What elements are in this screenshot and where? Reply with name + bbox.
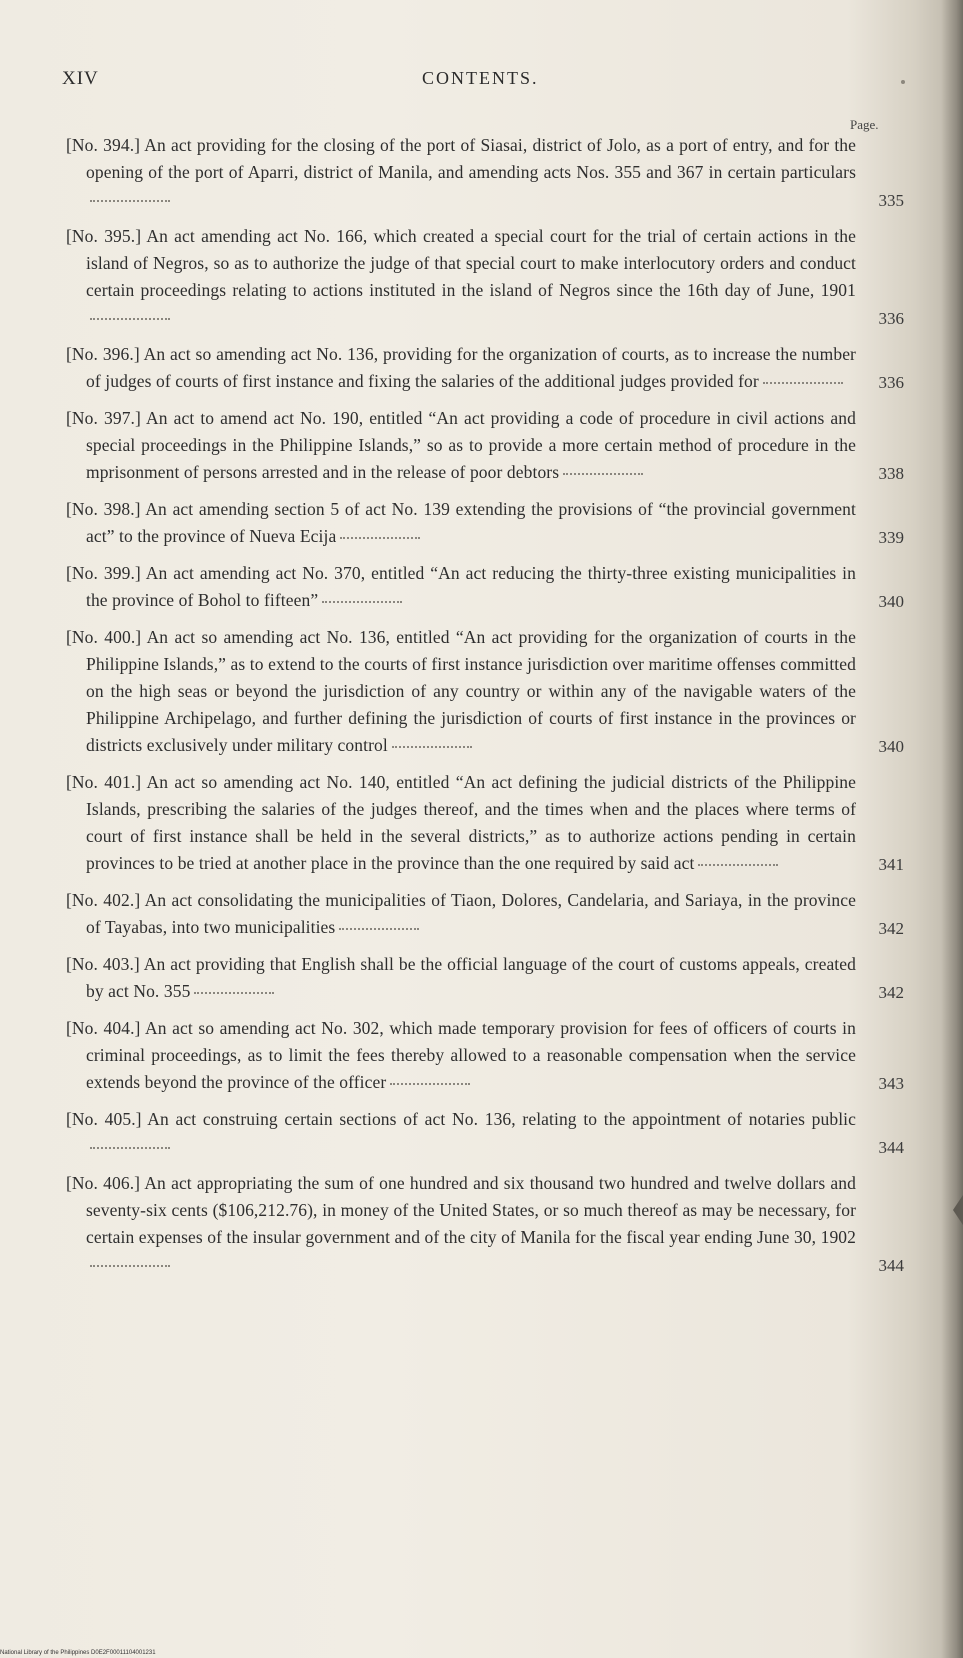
entry-text <box>66 1106 856 1160</box>
dot-leader <box>194 991 274 994</box>
entry-title: [No. 406.] An act appropriating the sum of one hundred and six thousand two hundred and twelve dollars and seventy-six cents ($106,212.76), in money of the United States, or so much thereof as may be necessary, for certain expenses of the insular government and of the city of Manila for the fiscal year ending June 30, 1902 <box>66 1173 856 1247</box>
entry-title: [No. 404.] An act so amending act No. 302, which made temporary provision for fees of officers of courts in criminal proceedings, as to limit the fees thereby allowed to a reasonable compensation when the service extends beyond the province of the officer <box>66 1018 856 1092</box>
contents-entry <box>66 887 904 941</box>
entry-title: [No. 401.] An act so amending act No. 140, entitled “An act defining the judicial districts of the Philippine Islands, prescribing the salaries of the judges thereof, and the times when and the places where terms of court of first instance shall be held in the several districts,” as to authorize actions pending in certain provinces to be tried at another place in the province than the one required by said act <box>66 772 856 873</box>
dot-leader <box>392 745 472 748</box>
entry-text <box>66 951 856 1005</box>
entry-page-number: 341 <box>878 855 904 874</box>
contents-entry <box>66 1170 904 1278</box>
contents-entry <box>66 223 904 331</box>
entry-title: [No. 398.] An act amending section 5 of act No. 139 extending the provisions of “the provincial government act” to the province of Nueva Ecija <box>66 499 856 546</box>
dot-leader <box>390 1082 470 1085</box>
entry-title: [No. 397.] An act to amend act No. 190, entitled “An act providing a code of procedure in civil actions and special proceedings in the Philippine Islands,” so as to provide a more certain method of procedure in the mprisonment of persons arrested and in the release of poor debtors <box>66 408 856 482</box>
contents-entry <box>66 405 904 486</box>
dot-leader <box>339 927 419 930</box>
running-title: CONTENTS. <box>422 68 539 88</box>
entry-page-number: 339 <box>878 528 904 547</box>
entry-page-number: 342 <box>878 919 904 938</box>
page-header <box>62 68 902 92</box>
dot-leader <box>340 536 420 539</box>
entry-page-number: 344 <box>878 1256 904 1275</box>
entry-text <box>66 887 856 941</box>
dot-leader <box>90 1146 170 1149</box>
entry-page-number: 338 <box>878 464 904 483</box>
entry-page-number: 340 <box>878 737 904 756</box>
contents-entry <box>66 624 904 759</box>
entry-title: [No. 395.] An act amending act No. 166, which created a special court for the trial of certain actions in the island of Negros, so as to authorize the judge of that special court to make interlocutory orders and conduct certain proceedings relating to actions instituted in the island of Negros since the 16th day of June, 1901 <box>66 226 856 300</box>
entry-page-number: 343 <box>878 1074 904 1093</box>
folio-number: XIV <box>62 68 99 89</box>
entry-text <box>66 560 856 614</box>
entry-title: [No. 396.] An act so amending act No. 136, providing for the organization of courts, as to increase the number of judges of courts of first instance and fixing the salaries of the additional judges provided for <box>66 344 856 391</box>
contents-entry <box>66 1106 904 1160</box>
dot-leader <box>90 1264 170 1267</box>
entry-text <box>66 341 856 395</box>
contents-entry <box>66 132 904 213</box>
contents-entry <box>66 951 904 1005</box>
contents-entry <box>66 496 904 550</box>
entry-page-number: 336 <box>878 373 904 392</box>
contents-entry <box>66 1015 904 1096</box>
entry-title: [No. 403.] An act providing that English shall be the official language of the court of customs appeals, created by act No. 355 <box>66 954 856 1001</box>
entry-page-number: 344 <box>878 1138 904 1157</box>
entry-text <box>66 223 856 331</box>
dot-leader <box>322 600 402 603</box>
entry-page-number: 340 <box>878 592 904 611</box>
dot-leader <box>90 199 170 202</box>
contents-entry <box>66 341 904 395</box>
dot-leader <box>563 472 643 475</box>
contents-entry <box>66 769 904 877</box>
entry-text <box>66 624 856 759</box>
footer-credit: National Library of the Philippines D0E2F00011104001231 <box>0 1650 156 1656</box>
entry-text <box>66 769 856 877</box>
entry-title: [No. 399.] An act amending act No. 370, entitled “An act reducing the thirty-three existing municipalities in the province of Bohol to fifteen” <box>66 563 856 610</box>
dot-leader <box>90 317 170 320</box>
dot-leader <box>698 863 778 866</box>
entry-text <box>66 1015 856 1096</box>
entry-page-number: 336 <box>878 309 904 328</box>
entry-title: [No. 402.] An act consolidating the municipalities of Tiaon, Dolores, Candelaria, and Sariaya, in the province of Tayabas, into two municipalities <box>66 890 856 937</box>
entry-text <box>66 132 856 213</box>
entry-text <box>66 1170 856 1278</box>
page-column-label: Page. <box>850 117 879 132</box>
entry-page-number: 342 <box>878 983 904 1002</box>
contents-entry <box>66 560 904 614</box>
entry-page-number: 335 <box>878 191 904 210</box>
contents-list <box>0 132 963 1288</box>
dot-leader <box>763 381 843 384</box>
entry-title: [No. 400.] An act so amending act No. 136, entitled “An act providing for the organization of courts in the Philippine Islands,” as to extend to the courts of first instance jurisdiction over maritime offenses committed on the high seas or beyond the jurisdiction of any country or within any of the navigable waters of the Philippine Archipelago, and further defining the jurisdiction of courts of first instance in the provinces or districts exclusively under military control <box>66 627 856 755</box>
entry-title: [No. 394.] An act providing for the closing of the port of Siasai, district of Jolo, as a port of entry, and for the opening of the port of Aparri, district of Manila, and amending acts Nos. 355 and 367 in certain particulars <box>66 135 856 182</box>
entry-text <box>66 405 856 486</box>
entry-title: [No. 405.] An act construing certain sections of act No. 136, relating to the appointment of notaries public <box>66 1109 856 1129</box>
entry-text <box>66 496 856 550</box>
